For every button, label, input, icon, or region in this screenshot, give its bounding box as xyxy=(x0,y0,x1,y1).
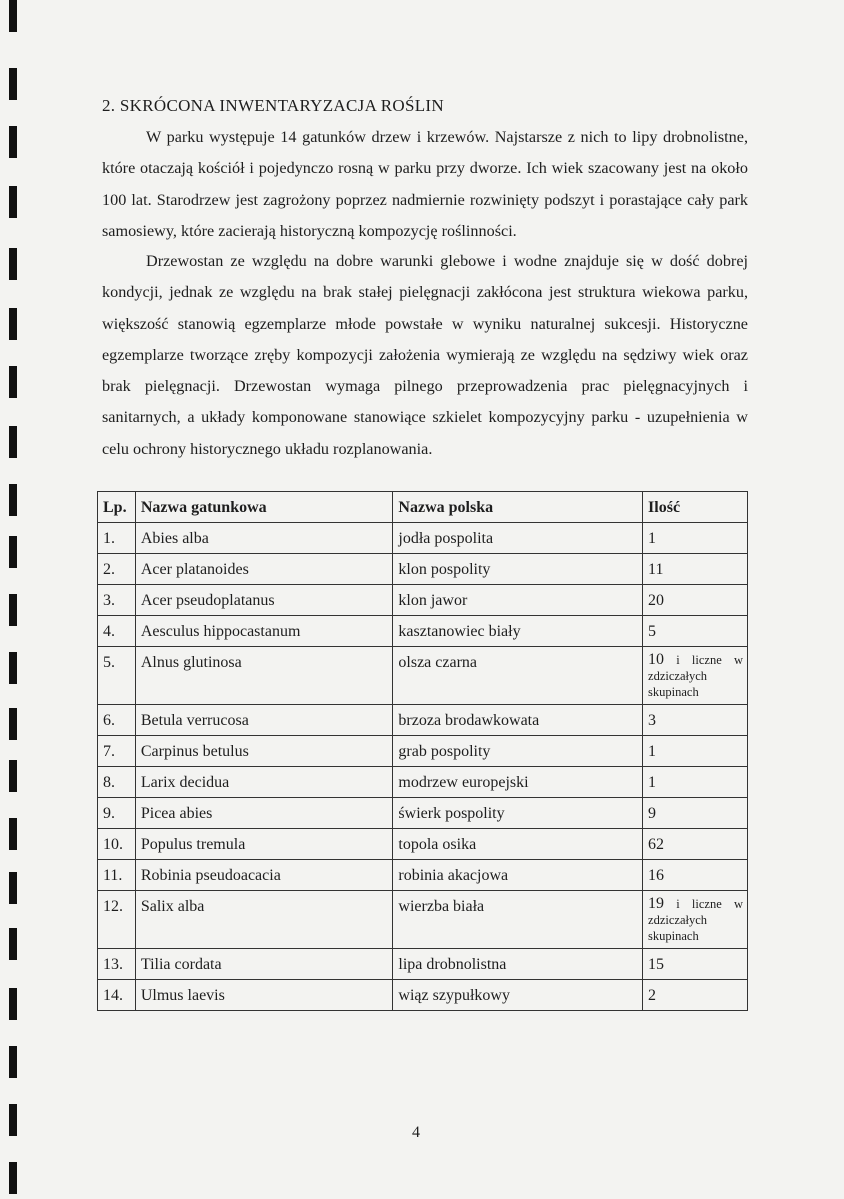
cell-lp: 2. xyxy=(98,554,136,585)
cell-latin-name: Larix decidua xyxy=(135,767,393,798)
cell-lp: 9. xyxy=(98,798,136,829)
cell-latin-name: Betula verrucosa xyxy=(135,705,393,736)
binding-hole xyxy=(9,594,17,626)
table-row xyxy=(98,523,748,554)
cell-latin-name: Ulmus laevis xyxy=(135,980,393,1011)
cell-polish-name: brzoza brodawkowata xyxy=(393,705,643,736)
table-row xyxy=(98,585,748,616)
binding-hole xyxy=(9,988,17,1020)
cell-quantity: 20 xyxy=(643,585,748,616)
cell-quantity xyxy=(643,891,748,949)
cell-latin-name: Abies alba xyxy=(135,523,393,554)
header-polish-name: Nazwa polska xyxy=(393,492,643,523)
binding-hole xyxy=(9,818,17,850)
table-row xyxy=(98,860,748,891)
cell-polish-name: klon jawor xyxy=(393,585,643,616)
cell-polish-name: klon pospolity xyxy=(393,554,643,585)
binding-hole xyxy=(9,426,17,458)
cell-lp: 3. xyxy=(98,585,136,616)
cell-quantity: 11 xyxy=(643,554,748,585)
cell-lp: 11. xyxy=(98,860,136,891)
species-table xyxy=(97,491,748,1011)
header-latin-name: Nazwa gatunkowa xyxy=(135,492,393,523)
cell-quantity xyxy=(643,647,748,705)
header-lp: Lp. xyxy=(98,492,136,523)
cell-quantity: 62 xyxy=(643,829,748,860)
quantity-note: i liczne w zdziczałych skupinach xyxy=(648,897,743,943)
binding-hole xyxy=(9,68,17,100)
binding-hole xyxy=(9,760,17,792)
table-row xyxy=(98,767,748,798)
table-body xyxy=(98,523,748,1011)
cell-polish-name: olsza czarna xyxy=(393,647,643,705)
cell-quantity: 1 xyxy=(643,767,748,798)
cell-quantity: 9 xyxy=(643,798,748,829)
binding-hole xyxy=(9,248,17,280)
page-number: 4 xyxy=(412,1124,420,1141)
quantity-value: 19 xyxy=(648,895,665,912)
cell-latin-name: Picea abies xyxy=(135,798,393,829)
cell-quantity: 1 xyxy=(643,736,748,767)
cell-quantity: 16 xyxy=(643,860,748,891)
cell-quantity: 1 xyxy=(643,523,748,554)
table-row xyxy=(98,891,748,949)
table-row xyxy=(98,949,748,980)
cell-lp: 4. xyxy=(98,616,136,647)
cell-polish-name: wiąz szypułkowy xyxy=(393,980,643,1011)
cell-polish-name: lipa drobnolistna xyxy=(393,949,643,980)
cell-latin-name: Acer platanoides xyxy=(135,554,393,585)
cell-latin-name: Populus tremula xyxy=(135,829,393,860)
binding-hole xyxy=(9,366,17,398)
cell-polish-name: topola osika xyxy=(393,829,643,860)
binding-hole xyxy=(9,1104,17,1136)
cell-lp: 1. xyxy=(98,523,136,554)
table-header-row xyxy=(98,492,748,523)
cell-lp: 12. xyxy=(98,891,136,949)
cell-polish-name: wierzba biała xyxy=(393,891,643,949)
cell-polish-name: robinia akacjowa xyxy=(393,860,643,891)
cell-polish-name: kasztanowiec biały xyxy=(393,616,643,647)
table-row xyxy=(98,798,748,829)
binding-hole xyxy=(9,1162,17,1194)
header-quantity: Ilość xyxy=(643,492,748,523)
cell-latin-name: Robinia pseudoacacia xyxy=(135,860,393,891)
binding-hole xyxy=(9,126,17,158)
table-row xyxy=(98,736,748,767)
table-row xyxy=(98,980,748,1011)
binding-hole xyxy=(9,0,17,32)
binding-hole xyxy=(9,1046,17,1078)
quantity-value: 10 xyxy=(648,651,665,668)
section-heading: 2. SKRÓCONA INWENTARYZACJA ROŚLIN xyxy=(102,96,444,115)
cell-latin-name: Aesculus hippocastanum xyxy=(135,616,393,647)
cell-latin-name: Acer pseudoplatanus xyxy=(135,585,393,616)
paragraph-1-text: W parku występuje 14 gatunków drzew i krzewów. Najstarsze z nich to lipy drobnolistne, które otaczają kościół i pojedynczo rosną w parku przy dworze. Ich wiek szacowany jest na około 100 lat. Starodrzew jest zagrożony poprzez nadmiernie rozwinięty podszyt i porastające cały park samosiewy, które zacierają historyczną kompozycję roślinności. xyxy=(102,128,748,240)
binding-hole xyxy=(9,872,17,904)
cell-quantity: 2 xyxy=(643,980,748,1011)
cell-lp: 10. xyxy=(98,829,136,860)
cell-lp: 7. xyxy=(98,736,136,767)
table-row xyxy=(98,705,748,736)
cell-polish-name: jodła pospolita xyxy=(393,523,643,554)
binding-hole xyxy=(9,536,17,568)
cell-lp: 8. xyxy=(98,767,136,798)
cell-lp: 6. xyxy=(98,705,136,736)
binding-hole xyxy=(9,186,17,218)
table-row xyxy=(98,647,748,705)
binding-hole xyxy=(9,308,17,340)
cell-polish-name: grab pospolity xyxy=(393,736,643,767)
binding-hole xyxy=(9,484,17,516)
cell-quantity: 3 xyxy=(643,705,748,736)
cell-quantity: 15 xyxy=(643,949,748,980)
cell-polish-name: modrzew europejski xyxy=(393,767,643,798)
table-row xyxy=(98,616,748,647)
binding-hole xyxy=(9,652,17,684)
paragraph-2-text: Drzewostan ze względu na dobre warunki glebowe i wodne znajduje się w dość dobrej kondycji, jednak ze względu na brak stałej pielęgnacji zakłócona jest struktura wiekowa parku, większość stanowią egzemplarze młode powstałe w wyniku naturalnej sukcesji. Historyczne egzemplarze tworzące zręby kompozycji założenia wymierają ze względu na sędziwy wiek oraz brak pielęgnacji. Drzewostan wymaga pilnego przeprowadzenia prac pielęgnacyjnych i sanitarnych, a układy komponowane stanowiące szkielet kompozycyjny parku - uzupełnienia w celu ochrony historycznego układu rozplanowania. xyxy=(102,252,748,458)
cell-quantity: 5 xyxy=(643,616,748,647)
paragraph-2 xyxy=(102,246,748,465)
cell-lp: 14. xyxy=(98,980,136,1011)
binding-hole xyxy=(9,928,17,960)
cell-latin-name: Alnus glutinosa xyxy=(135,647,393,705)
cell-latin-name: Salix alba xyxy=(135,891,393,949)
cell-lp: 13. xyxy=(98,949,136,980)
binding-hole xyxy=(9,708,17,740)
cell-polish-name: świerk pospolity xyxy=(393,798,643,829)
cell-lp: 5. xyxy=(98,647,136,705)
cell-latin-name: Carpinus betulus xyxy=(135,736,393,767)
quantity-note: i liczne w zdziczałych skupinach xyxy=(648,653,743,699)
table-row xyxy=(98,829,748,860)
paragraph-1 xyxy=(102,122,748,247)
table-row xyxy=(98,554,748,585)
cell-latin-name: Tilia cordata xyxy=(135,949,393,980)
